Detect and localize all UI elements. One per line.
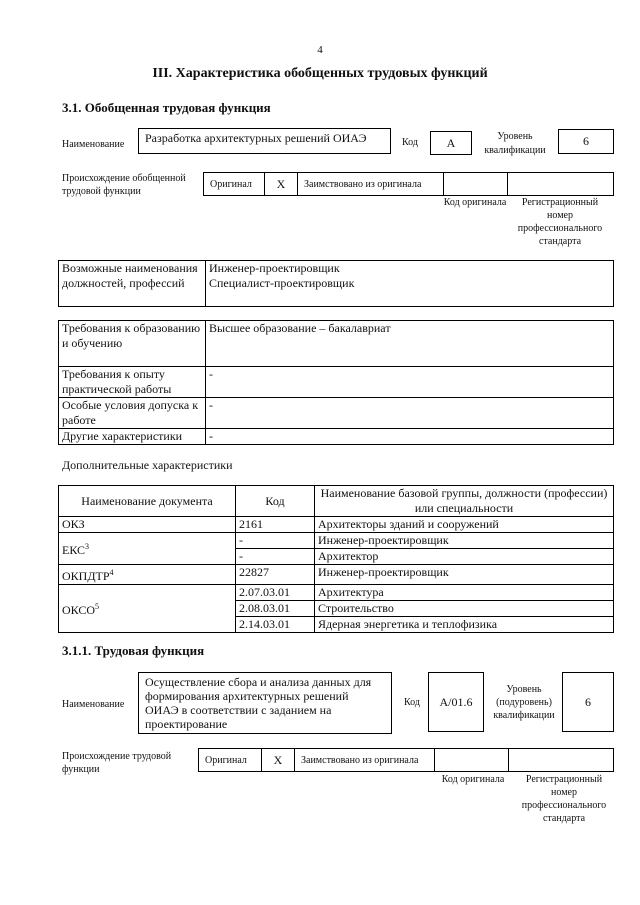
req-other-value: -	[206, 429, 614, 445]
gf-level-label: Уровень квалификации	[484, 131, 546, 156]
gf-code-value: А	[430, 131, 472, 155]
tf-reg-number-box	[508, 748, 614, 772]
tf-name-label: Наименование	[62, 699, 125, 710]
positions-values	[206, 261, 614, 307]
doc-eks-footnote: 3	[85, 542, 90, 551]
gf-origin-label: Происхождение обобщенной трудовой функции	[62, 173, 186, 197]
code-cell: 2.14.03.01	[236, 617, 315, 633]
req-education-value: Высшее образование – бакалавриат	[206, 321, 614, 367]
name-cell: Строительство	[315, 601, 614, 617]
req-conditions-value: -	[206, 398, 614, 429]
gf-name-label: Наименование	[62, 139, 125, 150]
req-conditions-label: Особые условия допуска к работе	[59, 398, 206, 429]
code-cell: 22827	[236, 565, 315, 585]
tf-origin-label: Происхождение трудовой функции	[62, 751, 172, 775]
tf-name-value: Осуществление сбора и анализа данных для формирования архитектурных решений ОИАЭ в соответствии с заданием на проектирование	[138, 672, 392, 734]
table-row	[59, 585, 614, 601]
col-header-code: Код	[236, 486, 315, 517]
requirements-table	[58, 320, 614, 445]
gf-code-label: Код	[402, 137, 418, 148]
code-cell: -	[236, 549, 315, 565]
table-row	[59, 565, 614, 585]
name-cell: Архитектура	[315, 585, 614, 601]
doc-okpdtr-text: ОКПДТР	[62, 569, 110, 583]
page-number: 4	[317, 44, 323, 56]
doc-okpdtr-footnote: 4	[109, 568, 114, 577]
tf-original-label: Оригинал	[198, 748, 262, 772]
col-header-name: Наименование базовой группы, должности (профессии) или специальности	[315, 486, 614, 517]
name-cell: Архитекторы зданий и сооружений	[315, 517, 614, 533]
doc-eks-text: ЕКС	[62, 543, 86, 557]
gf-reg-number-box	[507, 172, 614, 196]
tf-original-mark: X	[261, 748, 295, 772]
code-cell: 2.08.03.01	[236, 601, 315, 617]
gf-name-value: Разработка архитектурных решений ОИАЭ	[138, 128, 391, 154]
position-item: Специалист-проектировщик	[209, 276, 355, 290]
name-cell: Архитектор	[315, 549, 614, 565]
doc-okso	[59, 585, 236, 633]
gf-original-mark: X	[264, 172, 298, 196]
doc-eks	[59, 533, 236, 565]
positions-table	[58, 260, 614, 307]
code-cell: 2.07.03.01	[236, 585, 315, 601]
tf-level-value: 6	[562, 672, 614, 732]
gf-code-original-caption: Код оригинала	[443, 197, 507, 208]
tf-code-label: Код	[404, 697, 420, 708]
gf-original-label: Оригинал	[203, 172, 265, 196]
doc-okz: ОКЗ	[59, 517, 236, 533]
tf-level-label: Уровень (подуровень) квалификации	[493, 684, 555, 721]
name-cell: Инженер-проектировщик	[315, 533, 614, 549]
name-cell: Ядерная энергетика и теплофизика	[315, 617, 614, 633]
code-cell: -	[236, 533, 315, 549]
section-title: III. Характеристика обобщенных трудовых функций	[152, 66, 488, 81]
gf-code-original-box	[443, 172, 508, 196]
tf-borrowed-label: Заимствовано из оригинала	[294, 748, 435, 772]
name-cell: Инженер-проектировщик	[315, 565, 614, 585]
position-item: Инженер-проектировщик	[209, 261, 340, 275]
req-education-label: Требования к образованию и обучению	[59, 321, 206, 367]
doc-okso-text: ОКСО	[62, 603, 96, 617]
table-row	[59, 517, 614, 533]
col-header-doc: Наименование документа	[59, 486, 236, 517]
doc-okso-footnote: 5	[95, 602, 100, 611]
tf-code-original-box	[434, 748, 509, 772]
tf-code-original-caption: Код оригинала	[441, 774, 505, 785]
gf-level-value: 6	[558, 129, 614, 154]
req-other-label: Другие характеристики	[59, 429, 206, 445]
additional-table	[58, 485, 614, 633]
positions-label: Возможные наименования должностей, профессий	[59, 261, 206, 307]
req-experience-label: Требования к опыту практической работы	[59, 367, 206, 398]
code-cell: 2161	[236, 517, 315, 533]
tf-heading: 3.1.1. Трудовая функция	[62, 643, 205, 658]
table-row	[59, 533, 614, 549]
additional-heading: Дополнительные характеристики	[62, 458, 233, 472]
tf-reg-number-caption: Регистрационный номер профессионального стандарта	[521, 774, 607, 824]
doc-okpdtr	[59, 565, 236, 585]
gf-reg-number-caption: Регистрационный номер профессионального стандарта	[517, 197, 603, 247]
req-experience-value: -	[206, 367, 614, 398]
gf-heading: 3.1. Обобщенная трудовая функция	[62, 100, 271, 115]
gf-borrowed-label: Заимствовано из оригинала	[297, 172, 444, 196]
tf-code-value: A/01.6	[428, 672, 484, 732]
